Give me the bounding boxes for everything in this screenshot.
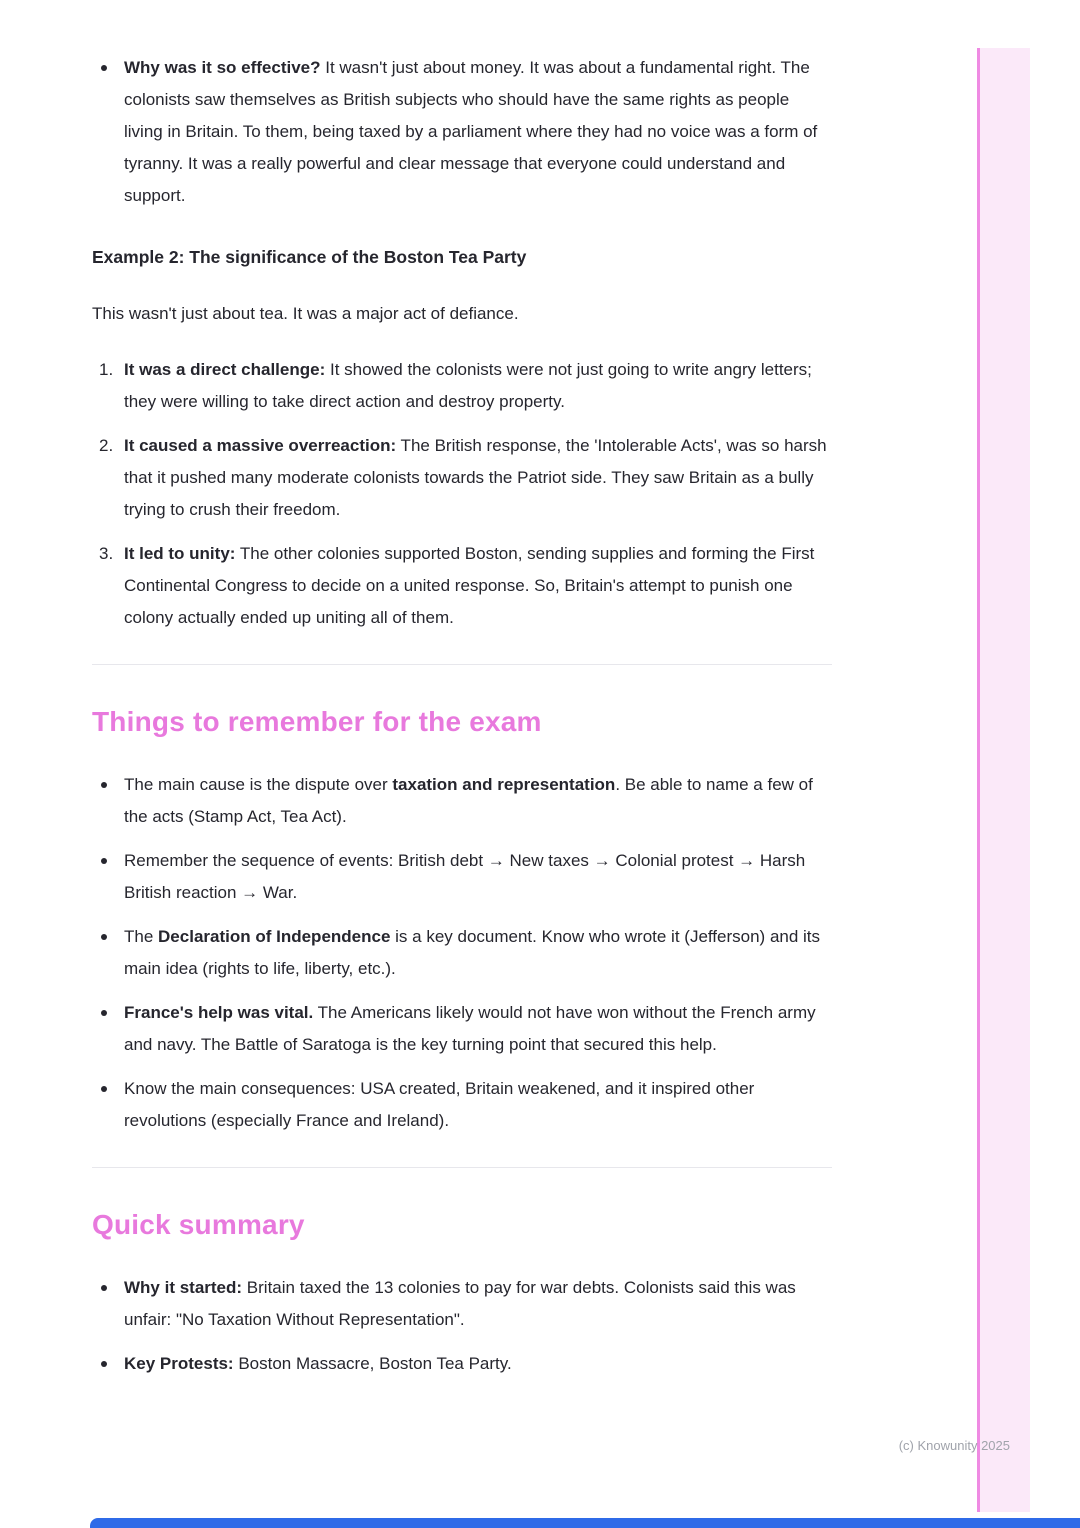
exam-section-heading: Things to remember for the exam	[92, 706, 542, 737]
list-item-text: The Declaration of Independence is a key document. Know who wrote it (Jefferson) and its main idea (rights to life, liberty, etc.).	[124, 927, 821, 978]
list-item	[92, 921, 832, 985]
numbered-item-text: It led to unity: The other colonies supported Boston, sending supplies and forming the First Continental Congress to decide on a united response. So, Britain's attempt to punish one colony actually ended up uniting all of them.	[124, 544, 815, 627]
intro-bullet-list	[92, 52, 832, 212]
list-item-text: Key Protests: Boston Massacre, Boston Tea Party.	[124, 1354, 512, 1373]
page-content	[92, 0, 832, 1392]
list-item	[92, 1272, 832, 1336]
list-item	[92, 1073, 832, 1137]
summary-bullet-list	[92, 1272, 832, 1380]
list-item	[92, 1348, 832, 1380]
numbered-item	[92, 354, 832, 418]
numbered-item-text: It caused a massive overreaction: The British response, the 'Intolerable Acts', was so harsh that it pushed many moderate colonists towards the Patriot side. They saw Britain as a bully trying to crush their freedom.	[124, 436, 827, 519]
summary-section-heading: Quick summary	[92, 1209, 305, 1240]
list-item-text: Remember the sequence of events: British debt → New taxes → Colonial protest → Harsh British reaction → War.	[124, 851, 806, 902]
list-item	[92, 845, 832, 909]
list-item-text: Why it started: Britain taxed the 13 colonies to pay for war debts. Colonists said this was unfair: "No Taxation Without Representation".	[124, 1278, 796, 1329]
section-divider	[92, 1167, 832, 1168]
footer-credit: (c) Knowunity 2025	[898, 1438, 1010, 1453]
list-item-text: Know the main consequences: USA created, Britain weakened, and it inspired other revolutions (especially France and Ireland).	[124, 1079, 755, 1130]
exam-bullet-list	[92, 769, 832, 1137]
list-item-text: The main cause is the dispute over taxation and representation. Be able to name a few of the acts (Stamp Act, Tea Act).	[124, 775, 813, 826]
bottom-blue-bar	[90, 1518, 1080, 1528]
numbered-item	[92, 538, 832, 634]
list-item-text: Why was it so effective? It wasn't just about money. It was about a fundamental right. The colonists saw themselves as British subjects who should have the same rights as people living in Britain. To them, being taxed by a parliament where they had no voice was a form of tyranny. It was a really powerful and clear message that everyone could understand and support.	[124, 58, 818, 205]
right-highlight-strip	[977, 48, 1030, 1512]
example2-heading: Example 2: The significance of the Boston Tea Party	[92, 247, 527, 267]
list-item	[92, 52, 832, 212]
list-item	[92, 997, 832, 1061]
section-divider	[92, 664, 832, 665]
example2-lead-paragraph: This wasn't just about tea. It was a major act of defiance.	[92, 304, 519, 323]
example2-numbered-list	[92, 354, 832, 634]
numbered-item	[92, 430, 832, 526]
list-item-text: France's help was vital. The Americans likely would not have won without the French army and navy. The Battle of Saratoga is the key turning point that secured this help.	[124, 1003, 816, 1054]
list-item	[92, 769, 832, 833]
numbered-item-text: It was a direct challenge: It showed the colonists were not just going to write angry letters; they were willing to take direct action and destroy property.	[124, 360, 812, 411]
